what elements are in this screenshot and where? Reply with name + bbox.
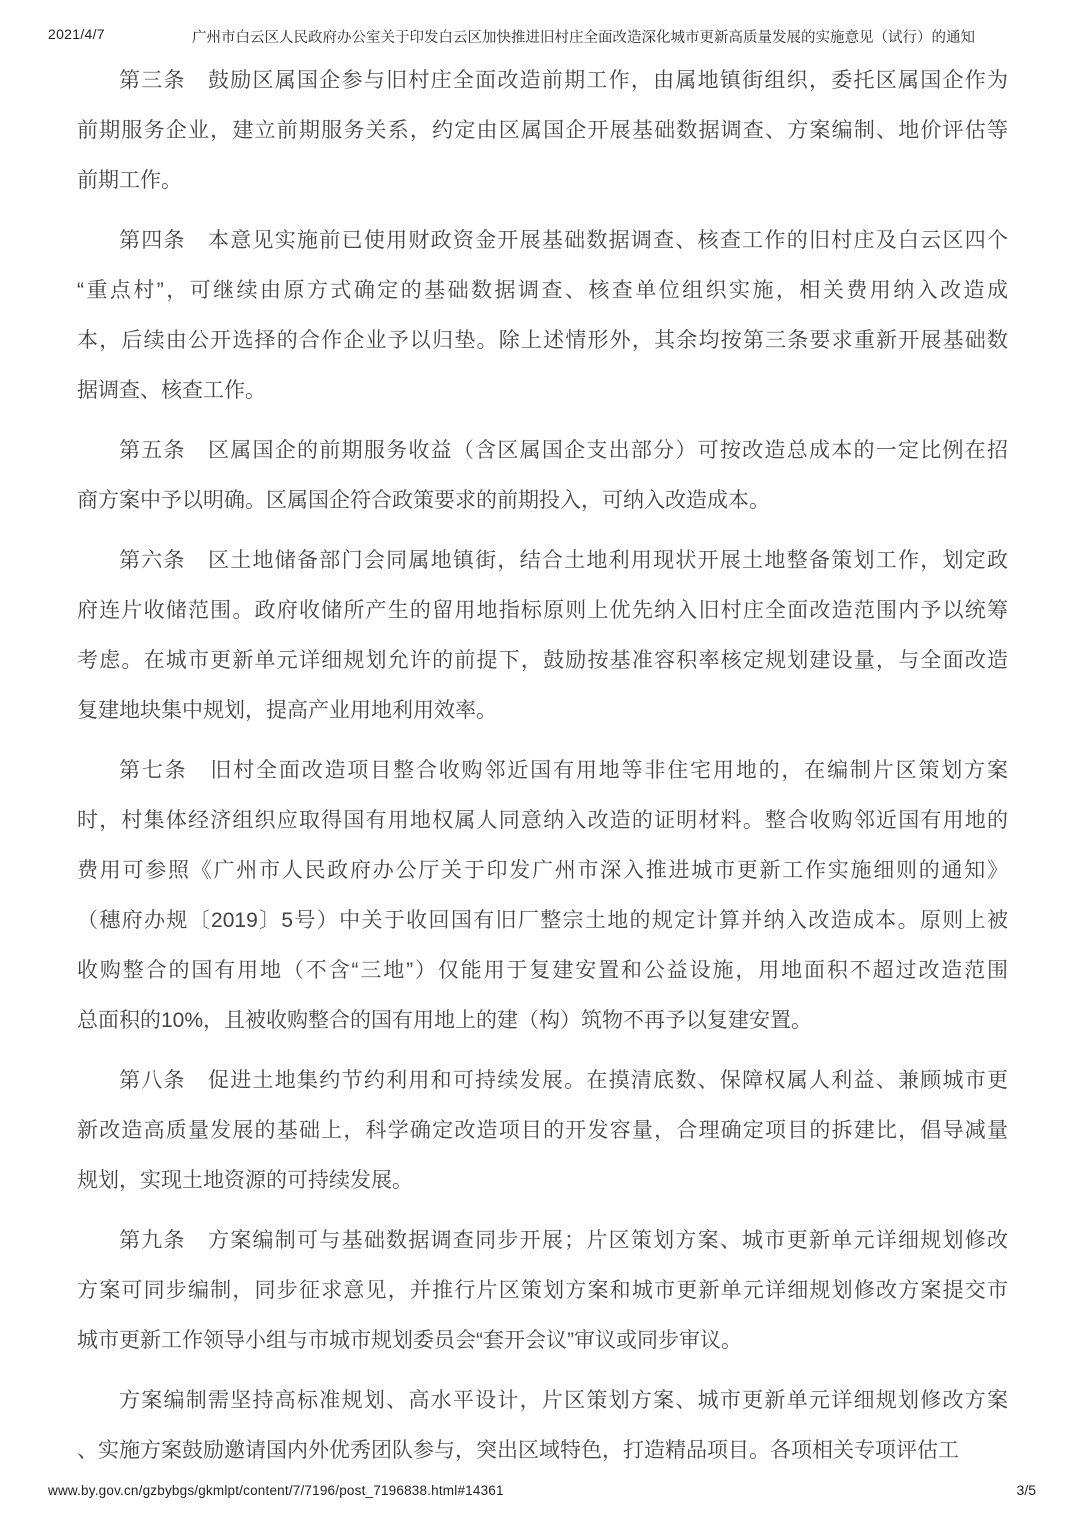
text-line: 新改造高质量发展的基础上，科学确定改造项目的开发容量，合理确定项目的拆建比，倡导减量	[77, 1119, 1008, 1142]
text-line: 费用可参照《广州市人民政府办公厅关于印发广州市深入推进城市更新工作实施细则的通知》	[77, 859, 1008, 882]
text-line: 第四条 本意见实施前已使用财政资金开展基础数据调查、核查工作的旧村庄及白云区四个	[119, 229, 1008, 252]
text-line: 收购整合的国有用地（不含“三地”）仅能用于复建安置和公益设施，用地面积不超过改造范围	[77, 959, 1008, 982]
footer-page-number: 3/5	[1016, 1482, 1036, 1498]
text-line: 前期服务企业，建立前期服务关系，约定由区属国企开展基础数据调查、方案编制、地价评估等	[77, 119, 1008, 142]
paragraph	[77, 426, 1008, 526]
text-line: “重点村”，可继续由原方式确定的基础数据调查、核查单位组织实施，相关费用纳入改造成	[77, 279, 1008, 302]
text-line: 第七条 旧村全面改造项目整合收购邻近国有用地等非住宅用地的，在编制片区策划方案	[119, 759, 1008, 782]
header-date: 2021/4/7	[48, 26, 105, 42]
paragraph	[77, 1056, 1008, 1206]
print-footer	[48, 1482, 1036, 1498]
text-line: 方案编制需坚持高标准规划、高水平设计，片区策划方案、城市更新单元详细规划修改方案	[119, 1389, 1008, 1412]
text-line: 第九条 方案编制可与基础数据调查同步开展；片区策划方案、城市更新单元详细规划修改	[119, 1229, 1008, 1252]
text-line: 第五条 区属国企的前期服务收益（含区属国企支出部分）可按改造总成本的一定比例在招	[119, 439, 1008, 462]
text-line: 前期工作。	[77, 169, 182, 192]
text-line: 总面积的10%，且被收购整合的国有用地上的建（构）筑物不再予以复建安置。	[77, 1009, 813, 1032]
document-body	[77, 56, 1008, 1476]
print-header	[0, 0, 1080, 47]
paragraph	[77, 746, 1008, 1046]
text-line: （穗府办规〔2019〕5号）中关于收回国有旧厂整宗土地的规定计算并纳入改造成本。原则上被	[77, 909, 1008, 932]
text-line: 府连片收储范围。政府收储所产生的留用地指标原则上优先纳入旧村庄全面改造范围内予以统筹	[77, 599, 1008, 622]
paragraph	[77, 1376, 1008, 1476]
paragraph	[77, 1216, 1008, 1366]
text-line: 复建地块集中规划，提高产业用地利用效率。	[77, 699, 497, 722]
paragraph	[77, 216, 1008, 416]
text-line: 考虑。在城市更新单元详细规划允许的前提下，鼓励按基准容积率核定规划建设量，与全面改造	[77, 649, 1008, 672]
text-line: 第八条 促进土地集约节约利用和可持续发展。在摸清底数、保障权属人利益、兼顾城市更	[119, 1069, 1008, 1092]
paragraph	[77, 56, 1008, 206]
text-line: 第六条 区土地储备部门会同属地镇街，结合土地利用现状开展土地整备策划工作，划定政	[119, 549, 1008, 572]
text-line: 商方案中予以明确。区属国企符合政策要求的前期投入，可纳入改造成本。	[77, 489, 770, 512]
footer-url: www.by.gov.cn/gzbybgs/gkmlpt/content/7/7196/post_7196838.html#14361	[48, 1483, 504, 1498]
text-line: 据调查、核查工作。	[77, 379, 266, 402]
text-line: 方案可同步编制，同步征求意见，并推行片区策划方案和城市更新单元详细规划修改方案提交市	[77, 1279, 1008, 1302]
text-line: 城市更新工作领导小组与市城市规划委员会“套开会议”审议或同步审议。	[77, 1329, 742, 1352]
text-line: 、实施方案鼓励邀请国内外优秀团队参与，突出区域特色，打造精品项目。各项相关专项评估工	[77, 1439, 959, 1462]
text-line: 本，后续由公开选择的合作企业予以归垫。除上述情形外，其余均按第三条要求重新开展基础数	[77, 329, 1008, 352]
header-title: 广州市白云区人民政府办公室关于印发白云区加快推进旧村庄全面改造深化城市更新高质量发展的实施意见（试行）的通知	[191, 30, 975, 46]
text-line: 时，村集体经济组织应取得国有用地权属人同意纳入改造的证明材料。整合收购邻近国有用地的	[77, 809, 1008, 832]
text-line: 规划，实现土地资源的可持续发展。	[77, 1169, 413, 1192]
paragraph	[77, 536, 1008, 736]
text-line: 第三条 鼓励区属国企参与旧村庄全面改造前期工作，由属地镇街组织，委托区属国企作为	[119, 69, 1008, 92]
